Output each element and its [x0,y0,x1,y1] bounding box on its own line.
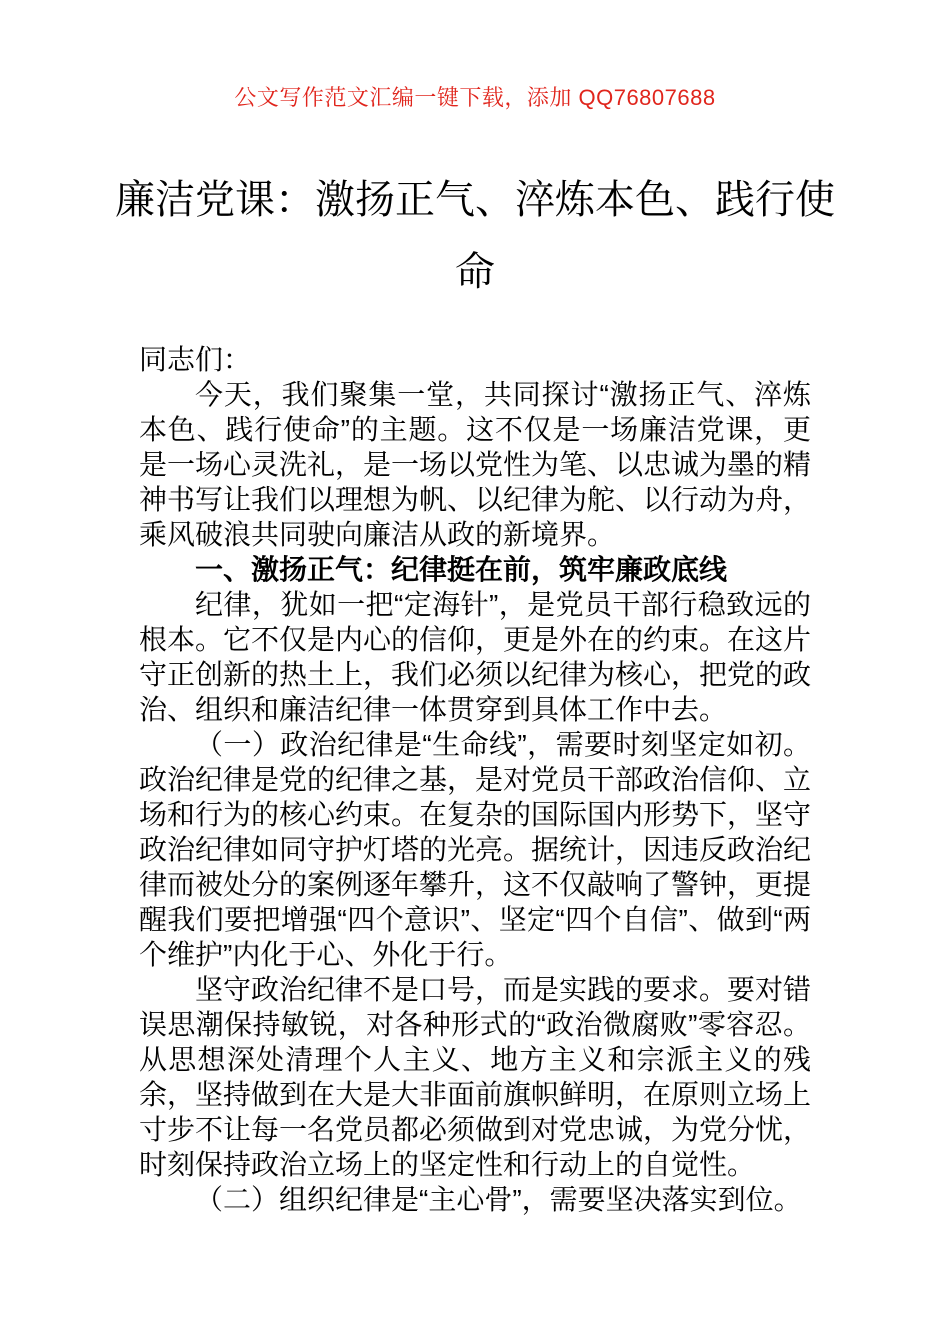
salutation: 同志们： [139,344,252,375]
section-heading: 一、激扬正气：纪律挺在前，筑牢廉政底线 [195,554,728,585]
document-title: 廉洁党课：激扬正气、淬炼本色、践行使命 [115,178,835,294]
body-paragraph: 今天，我们聚集一堂，共同探讨“激扬正气、淬炼本色、践行使命”的主题。这不仅是一场廉洁党课，更是一场心灵洗礼，是一场以党性为笔、以忠诚为墨的精神书写让我们以理想为帆、以纪律为舵、以行动为舟，乘风破浪共同驶向廉洁从政的新境界。 [139,379,812,550]
body-paragraph: 纪律，犹如一把“定海针”，是党员干部行稳致远的根本。它不仅是内心的信仰，更是外在的约束。在这片守正创新的热土上，我们必须以纪律为核心，把党的政治、组织和廉洁纪律一体贯穿到具体工作中去。 [139,589,812,725]
paragraph-list [139,377,811,1217]
body-paragraph: （二）组织纪律是“主心骨”，需要坚决落实到位。 [195,1184,802,1215]
promo-banner-text: 公文写作范文汇编一键下载，添加 QQ76807688 [234,85,716,110]
body-paragraph: （一）政治纪律是“生命线”，需要时刻坚定如初。政治纪律是党的纪律之基，是对党员干部政治信仰、立场和行为的核心约束。在复杂的国际国内形势下，坚守政治纪律如同守护灯塔的光亮。据统计，因违反政治纪律而被处分的案例逐年攀升，这不仅敲响了警钟，更提醒我们要把增强“四个意识”、坚定“四个自信”、做到“两个维护”内化于心、外化于行。 [139,729,812,970]
body-paragraph: 坚守政治纪律不是口号，而是实践的要求。要对错误思潮保持敏锐，对各种形式的“政治微腐败”零容忍。从思想深处清理个人主义、地方主义和宗派主义的残余，坚持做到在大是大非面前旗帜鲜明，在原则立场上寸步不让每一名党员都必须做到对党忠诚，为党分忧，时刻保持政治立场上的坚定性和行动上的自觉性。 [139,974,812,1180]
document-body [139,342,811,1217]
